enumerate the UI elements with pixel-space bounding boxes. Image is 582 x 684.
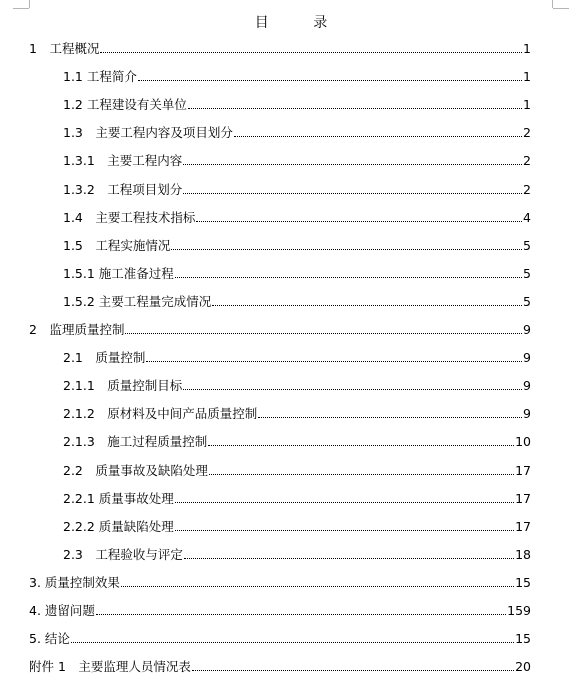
toc-entry-text: 1.5.1 施工准备过程	[63, 265, 174, 281]
toc-entry-text: 4. 遗留问题	[29, 603, 95, 618]
toc-entry-line	[63, 68, 531, 86]
toc-entry-page-number: 1	[523, 41, 531, 56]
toc-entry[interactable]	[0, 181, 582, 199]
toc-entry-line	[29, 321, 531, 339]
toc-entry[interactable]	[0, 152, 582, 170]
toc-entry-line	[63, 265, 531, 283]
toc-entry-text: 2.3 工程验收与评定	[63, 546, 183, 562]
toc-entry-page-number: 1	[523, 97, 531, 113]
toc-entry-line	[29, 630, 531, 648]
toc-entry-line	[63, 518, 531, 536]
toc-dot-leader	[175, 265, 522, 278]
toc-entry[interactable]	[0, 349, 582, 367]
toc-entry[interactable]	[0, 602, 582, 620]
toc-entry-line	[63, 293, 531, 311]
toc-entry-page-number: 1	[523, 69, 531, 85]
toc-entry-text: 1.5 工程实施情况	[63, 237, 171, 253]
toc-dot-leader	[100, 40, 522, 53]
toc-entry-page-number: 2	[523, 125, 531, 141]
toc-entry-line	[63, 181, 531, 199]
toc-entry-text: 1.3.1 主要工程内容	[63, 153, 183, 169]
toc-entry-text: 5. 结论	[29, 631, 70, 647]
toc-entry-page-number: 159	[507, 603, 531, 618]
toc-entry-page-number: 5	[523, 265, 531, 281]
toc-entry[interactable]	[0, 405, 582, 423]
toc-entry-text: 2.1.3 施工过程质量控制	[63, 434, 208, 450]
toc-dot-leader	[258, 405, 522, 418]
toc-entry-line	[63, 405, 531, 423]
toc-entry-page-number: 9	[523, 322, 531, 337]
toc-dot-leader	[175, 490, 514, 503]
toc-dot-leader	[71, 630, 514, 643]
toc-entry[interactable]	[0, 124, 582, 142]
toc-entry-line	[63, 96, 531, 114]
toc-entry-line	[29, 602, 531, 620]
toc-entry[interactable]	[0, 321, 582, 339]
toc-entry-text: 1.3.2 工程项目划分	[63, 181, 183, 197]
crop-mark-right	[552, 0, 553, 8]
toc-entry-text: 3. 质量控制效果	[29, 574, 120, 590]
toc-entry[interactable]	[0, 490, 582, 508]
toc-entry[interactable]	[0, 96, 582, 114]
toc-entry-text: 2.2 质量事故及缺陷处理	[63, 462, 208, 478]
toc-dot-leader	[96, 602, 506, 615]
crop-mark-right-horizontal	[553, 8, 569, 9]
toc-entry-text: 2.1.1 质量控制目标	[63, 378, 183, 394]
toc-dot-leader	[188, 96, 522, 109]
toc-dot-leader	[192, 658, 514, 671]
toc-entry[interactable]	[0, 377, 582, 395]
toc-entry-page-number: 5	[523, 293, 531, 309]
toc-entry-text: 附件 1 主要监理人员情况表	[29, 659, 191, 675]
toc-entry-text: 1.4 主要工程技术指标	[63, 209, 196, 225]
toc-dot-leader	[212, 293, 522, 306]
toc-entry-line	[63, 237, 531, 255]
toc-entry-text: 2.2.1 质量事故处理	[63, 490, 174, 506]
toc-entry-page-number: 17	[515, 490, 531, 506]
toc-entry-page-number: 15	[515, 574, 531, 590]
toc-entry-text: 1.1 工程简介	[63, 69, 137, 85]
toc-entry-page-number: 17	[515, 462, 531, 478]
toc-entry-line	[63, 349, 531, 367]
toc-entry[interactable]	[0, 265, 582, 283]
toc-entry-line	[63, 152, 531, 170]
toc-entry[interactable]	[0, 658, 582, 676]
toc-entry-line	[63, 462, 531, 480]
toc-entry-text: 1.5.2 主要工程量完成情况	[63, 293, 212, 309]
toc-entry[interactable]	[0, 68, 582, 86]
toc-entry[interactable]	[0, 630, 582, 648]
toc-dot-leader	[183, 152, 522, 165]
toc-entry-page-number: 5	[523, 237, 531, 253]
toc-dot-leader	[208, 433, 514, 446]
toc-entry-text: 1.3 主要工程内容及项目划分	[63, 125, 233, 141]
toc-entry-line	[29, 574, 531, 592]
toc-dot-leader	[146, 349, 522, 362]
toc-entry-text: 2.2.2 质量缺陷处理	[63, 518, 174, 534]
toc-entry[interactable]	[0, 293, 582, 311]
toc-dot-leader	[196, 209, 522, 222]
toc-entry[interactable]	[0, 433, 582, 451]
toc-dot-leader	[183, 181, 522, 194]
toc-entry[interactable]	[0, 237, 582, 255]
toc-title: 目 录	[254, 15, 348, 31]
toc-entry[interactable]	[0, 209, 582, 227]
toc-entry-line	[63, 377, 531, 395]
toc-entry-text: 1 工程概况	[29, 41, 100, 56]
toc-dot-leader	[234, 124, 522, 137]
toc-entry-text: 2.1.2 原材料及中间产品质量控制	[63, 406, 258, 422]
toc-entry-page-number: 10	[515, 434, 531, 450]
toc-dot-leader	[184, 546, 514, 559]
toc-entry-line	[63, 209, 531, 227]
toc-entry[interactable]	[0, 546, 582, 564]
toc-entry-page-number: 15	[515, 631, 531, 647]
toc-entry-page-number: 4	[523, 209, 531, 225]
toc-entry-page-number: 18	[515, 546, 531, 562]
toc-entry-page-number: 17	[515, 518, 531, 534]
toc-dot-leader	[183, 377, 522, 390]
toc-entry-page-number: 9	[523, 406, 531, 422]
toc-dot-leader	[171, 237, 522, 250]
toc-entry-line	[63, 490, 531, 508]
toc-entry-page-number: 9	[523, 378, 531, 394]
toc-entry-page-number: 20	[515, 659, 531, 675]
toc-entry-line	[29, 40, 531, 58]
toc-dot-leader	[121, 574, 514, 587]
toc-entry-line	[63, 546, 531, 564]
toc-entry-page-number: 2	[523, 181, 531, 197]
crop-mark-left	[29, 0, 30, 8]
toc-entry-text: 1.2 工程建设有关单位	[63, 97, 187, 113]
toc-dot-leader	[138, 68, 522, 81]
toc-entry-text: 2.1 质量控制	[63, 350, 146, 366]
toc-dot-leader	[209, 462, 514, 475]
toc-entry-line	[63, 124, 531, 142]
toc-entry[interactable]	[0, 518, 582, 536]
toc-dot-leader	[175, 518, 514, 531]
toc-entry[interactable]	[0, 574, 582, 592]
toc-entry-text: 2 监理质量控制	[29, 322, 125, 337]
toc-entry[interactable]	[0, 40, 582, 58]
toc-entry-line	[63, 433, 531, 451]
toc-entry-page-number: 2	[523, 153, 531, 169]
toc-dot-leader	[125, 321, 522, 334]
toc-entry[interactable]	[0, 462, 582, 480]
toc-entry-line	[29, 658, 531, 676]
crop-mark-left-horizontal	[13, 8, 29, 9]
toc-entry-page-number: 9	[523, 350, 531, 366]
